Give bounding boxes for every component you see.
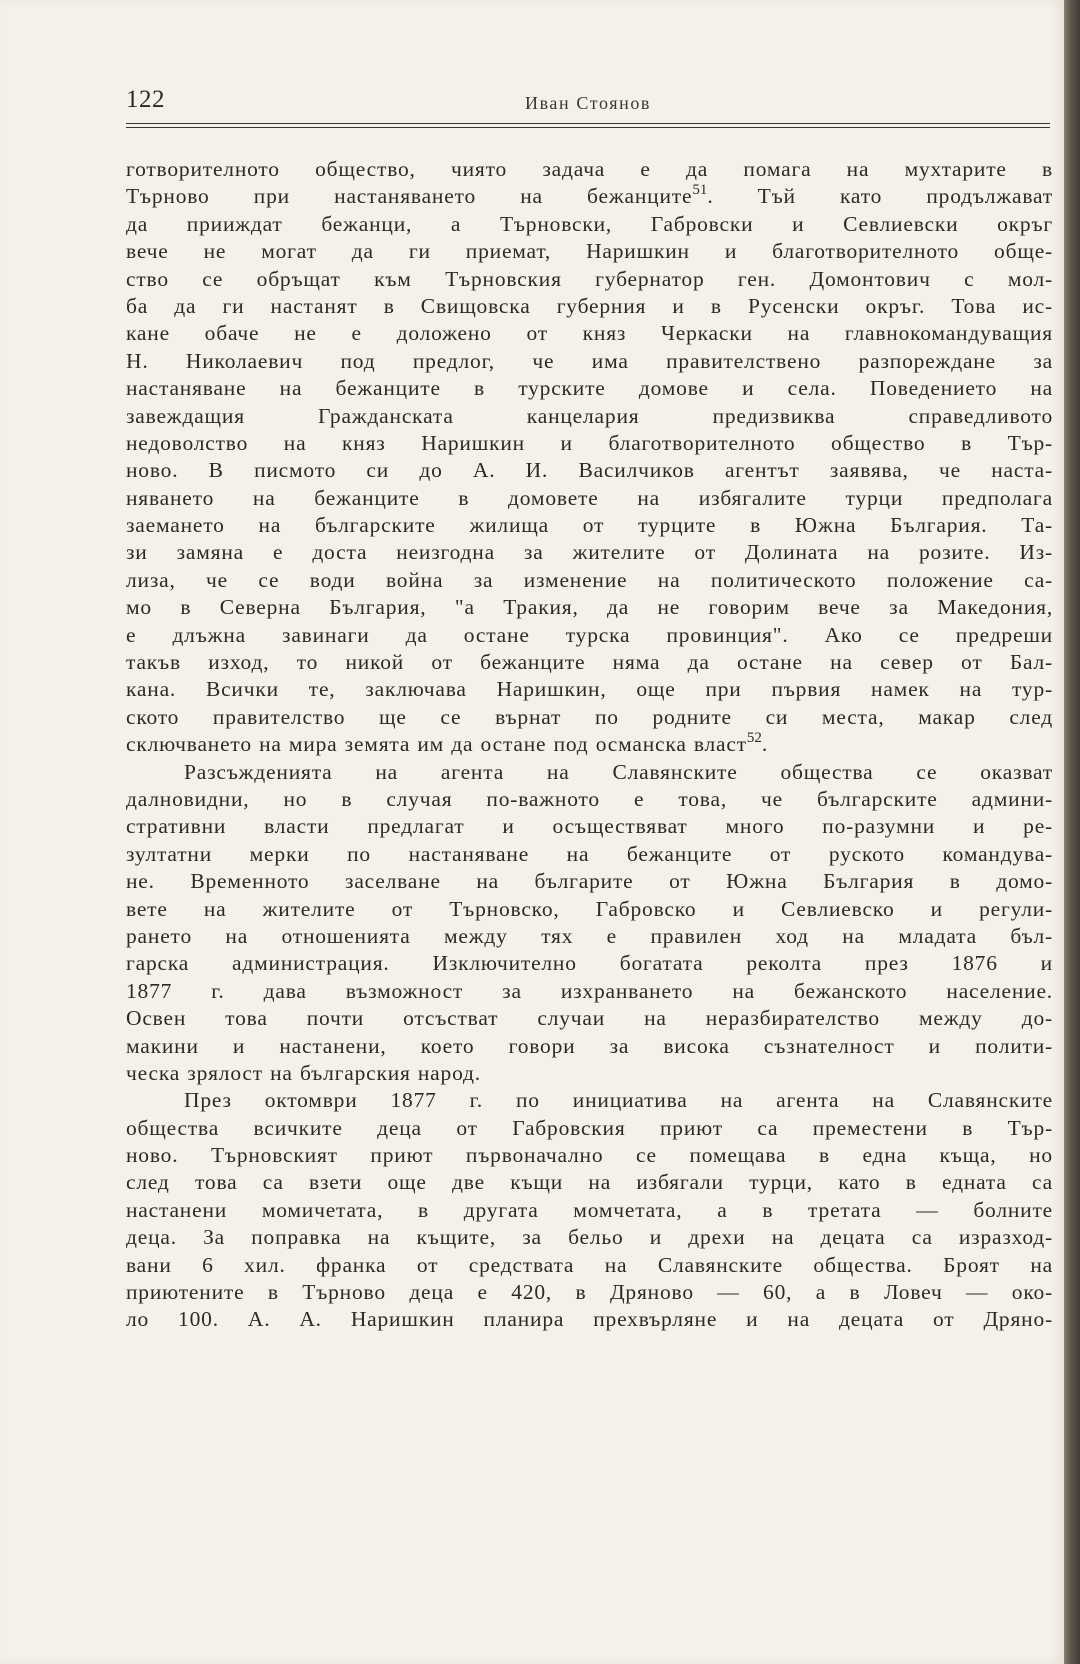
header-rule-bottom <box>126 127 1050 128</box>
text-line: далновидни, но в случая по-важното е това, че българските админи- <box>126 786 1053 811</box>
text-segment: . <box>761 732 769 757</box>
text-line: е длъжна завинаги да остане турска провинция". Ако се предреши <box>126 622 1053 647</box>
text-line: ново. В писмото си до А. И. Василчиков агентът заявява, че наста- <box>126 458 1053 483</box>
text-line: ческа зрялост на българския народ. <box>126 1060 481 1085</box>
text-line: завеждащия Гражданската канцелария предизвиква справедливото <box>126 403 1053 428</box>
text-line: недоволство на княз Наришкин и благотворителното общество в Тър- <box>126 430 1053 455</box>
body-text <box>126 156 1053 1334</box>
text-line <box>126 731 1053 758</box>
text-line: кана. Всички те, заключава Наришкин, още при първия намек на тур- <box>126 677 1053 702</box>
paragraph-first-line: През октомври 1877 г. по инициатива на агента на Славянските <box>184 1088 1053 1113</box>
text-line: кане обаче не е доложено от княз Черкаски на главнокомандуващия <box>126 321 1053 346</box>
text-line: вете на жителите от Търновско, Габровско и Севлиевско и регули- <box>126 896 1053 921</box>
text-segment: Търново при настаняването на бежанците <box>126 184 693 209</box>
text-line: такъв изход, то никой от бежанците няма да остане на север от Бал- <box>126 650 1053 675</box>
text-line: настанени момичетата, в другата момчетата, а в третата — болните <box>126 1197 1053 1222</box>
text-line: приютените в Търново деца е 420, в Дряново — 60, а в Ловеч — око- <box>126 1280 1053 1305</box>
page-number: 122 <box>126 86 165 113</box>
text-line: готворителното общество, чиято задача е да помага на мухтарите в <box>126 157 1053 181</box>
text-line: ското правителство ще се върнат по родните си места, макар след <box>126 704 1053 729</box>
text-line: зи замяна е доста неизгодна за жителите от Долината на розите. Из- <box>126 540 1053 565</box>
text-line <box>126 183 1053 210</box>
footnote-ref-51[interactable]: 51 <box>692 182 708 199</box>
text-line: няването на бежанците в домовете на избягалите турци предполага <box>126 485 1053 510</box>
text-line: стративни власти предлагат и осъществяват много по-разумни и ре- <box>126 814 1053 839</box>
text-line: ло 100. А. А. Наришкин планира прехвърляне и на децата от Дряно- <box>126 1307 1053 1332</box>
text-line: лиза, че се води война за изменение на политическото положение са- <box>126 567 1053 592</box>
text-line: ство се обръщат към Търновския губернатор ген. Домонтович с мол- <box>126 266 1053 291</box>
text-line: общества всичките деца от Габровския приют са преместени в Тър- <box>126 1115 1053 1140</box>
text-line: мо в Северна България, "а Тракия, да не говорим вече за Македония, <box>126 595 1053 620</box>
book-page-edge <box>1064 0 1080 1664</box>
text-line: ба да ги настанят в Свищовска губерния и в Русенски окръг. Това ис- <box>126 293 1053 318</box>
text-line: деца. За поправка на къщите, за бельо и дрехи на децата са изразход- <box>126 1225 1053 1250</box>
text-line: рането на отношенията между тях е правилен ход на младата бъл- <box>126 923 1053 948</box>
header-rule-top <box>126 123 1050 124</box>
text-segment: сключването на мира земята им да остане под османска власт <box>126 732 747 757</box>
text-line: зултатни мерки по настаняване на бежанците от руското командува- <box>126 841 1053 866</box>
text-line: заемането на българските жилища от турците в Южна България. Та- <box>126 513 1053 538</box>
text-line: гарска администрация. Изключително богатата реколта през 1876 и <box>126 951 1053 976</box>
text-line: вани 6 хил. франка от средствата на Славянските общества. Броят на <box>126 1252 1053 1277</box>
text-line: вече не могат да ги приемат, Наришкин и благотворителното обще- <box>126 239 1053 264</box>
text-line: 1877 г. дава възможност за изхранването на бежанското население. <box>126 978 1053 1003</box>
paragraph-first-line: Разсъжденията на агента на Славянските общества се оказват <box>184 759 1053 784</box>
text-line: ново. Търновският приют първоначално се помещава в една къща, но <box>126 1143 1053 1168</box>
text-line: настаняване на бежанците в турските домове и села. Поведението на <box>126 376 1053 401</box>
text-line: Н. Николаевич под предлог, че има правителствено разпореждане за <box>126 348 1053 373</box>
text-line: Освен това почти отсъстват случаи на неразбирателство между до- <box>126 1006 1053 1031</box>
page-header <box>126 86 1050 120</box>
text-segment: . Тъй като продължават <box>707 184 1053 209</box>
text-line: не. Временното заселване на българите от Южна България в домо- <box>126 869 1053 894</box>
footnote-ref-52[interactable]: 52 <box>746 730 762 747</box>
text-line: след това са взети още две къщи на избягали турци, като в едната са <box>126 1170 1053 1195</box>
text-line: да прииждат бежанци, а Търновски, Габровски и Севлиевски окръг <box>126 211 1053 236</box>
running-head: Иван Стоянов <box>524 93 652 113</box>
text-line: макини и настанени, което говори за висока съзнателност и полити- <box>126 1033 1053 1058</box>
